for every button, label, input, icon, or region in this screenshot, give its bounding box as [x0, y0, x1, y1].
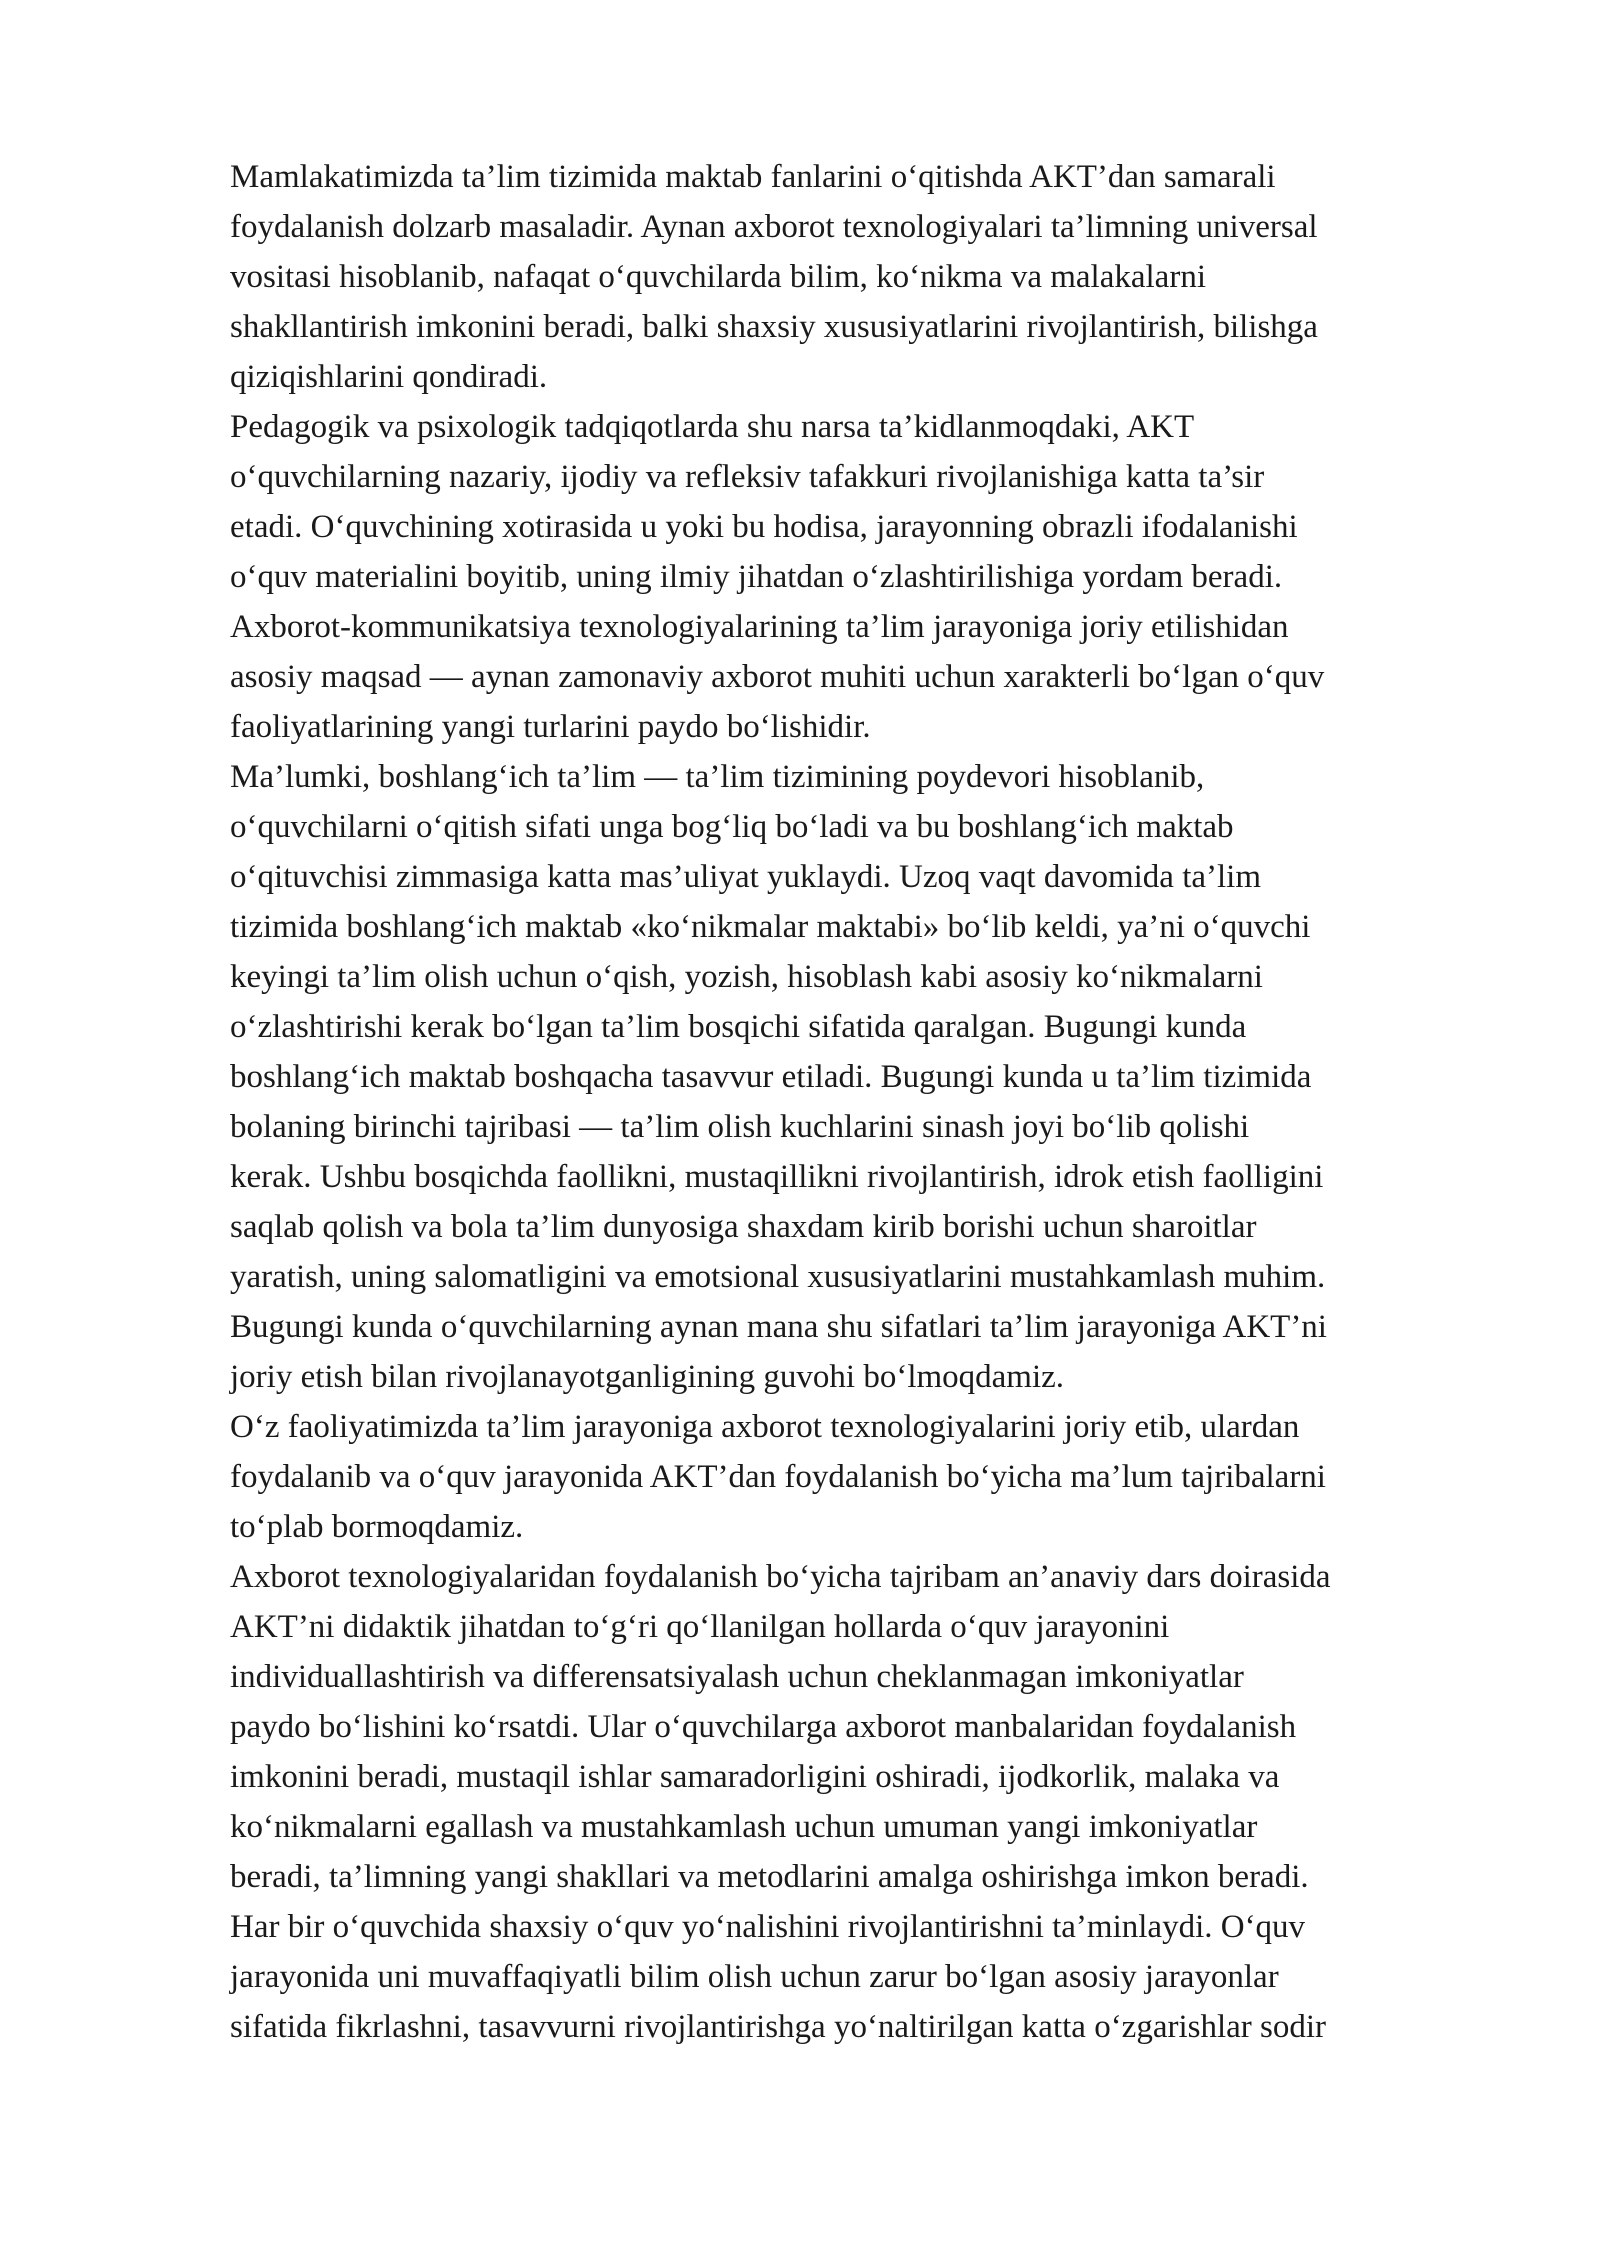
text-line: foydalanib va o‘quv jarayonida AKT’dan foydalanish bo‘yicha ma’lum tajribalarni [230, 1459, 1326, 1495]
text-line: boshlang‘ich maktab boshqacha tasavvur etiladi. Bugungi kunda u ta’lim tizimida [230, 1059, 1312, 1095]
text-line: foydalanish dolzarb masaladir. Aynan axborot texnologiyalari ta’limning universal [230, 209, 1318, 245]
text-line: sifatida fikrlashni, tasavvurni rivojlantirishga yo‘naltirilgan katta o‘zgarishlar sodir [230, 2009, 1327, 2045]
text-line: etadi. O‘quvchining xotirasida u yoki bu hodisa, jarayonning obrazli ifodalanishi [230, 509, 1298, 545]
text-line: joriy etish bilan rivojlanayotganligining guvohi bo‘lmoqdamiz. [230, 1359, 1065, 1395]
text-line: Bugungi kunda o‘quvchilarning aynan mana shu sifatlari ta’lim jarayoniga AKT’ni [230, 1309, 1327, 1345]
text-line: Pedagogik va psixologik tadqiqotlarda shu narsa ta’kidlanmoqdaki, AKT [230, 409, 1195, 445]
text-line: shakllantirish imkonini beradi, balki shaxsiy xususiyatlarini rivojlantirish, bilishga [230, 309, 1318, 345]
text-line: Axborot texnologiyalaridan foydalanish bo‘yicha tajribam an’anaviy dars doirasida [230, 1559, 1331, 1595]
text-line: beradi, ta’limning yangi shakllari va metodlarini amalga oshirishga imkon beradi. [230, 1859, 1309, 1895]
text-line: bolaning birinchi tajribasi — ta’lim olish kuchlarini sinash joyi bo‘lib qolishi [230, 1109, 1250, 1145]
text-line: faoliyatlarining yangi turlarini paydo bo‘lishidir. [230, 709, 871, 745]
text-line: vositasi hisoblanib, nafaqat o‘quvchilarda bilim, ko‘nikma va malakalarni [230, 259, 1206, 295]
text-line: O‘z faoliyatimizda ta’lim jarayoniga axborot texnologiyalarini joriy etib, ulardan [230, 1409, 1300, 1445]
text-line: Axborot-kommunikatsiya texnologiyalarining ta’lim jarayoniga joriy etilishidan [230, 609, 1289, 645]
text-line: tizimida boshlang‘ich maktab «ko‘nikmalar maktabi» bo‘lib keldi, ya’ni o‘quvchi [230, 909, 1311, 945]
text-line: Mamlakatimizda ta’lim tizimida maktab fanlarini o‘qitishda AKT’dan samarali [230, 159, 1276, 195]
text-line: o‘quv materialini boyitib, uning ilmiy jihatdan o‘zlashtirilishiga yordam beradi. [230, 559, 1283, 595]
text-line: jarayonida uni muvaffaqiyatli bilim olish uchun zarur bo‘lgan asosiy jarayonlar [230, 1959, 1279, 1995]
text-line: yaratish, uning salomatligini va emotsional xususiyatlarini mustahkamlash muhim. [230, 1259, 1326, 1295]
text-line: o‘quvchilarning nazariy, ijodiy va refleksiv tafakkuri rivojlanishiga katta ta’sir [230, 459, 1265, 495]
text-line: Har bir o‘quvchida shaxsiy o‘quv yo‘nalishini rivojlantirishni ta’minlaydi. O‘quv [230, 1909, 1306, 1945]
text-line: AKT’ni didaktik jihatdan to‘g‘ri qo‘llanilgan hollarda o‘quv jarayonini [230, 1609, 1170, 1645]
body-text [230, 152, 1490, 2052]
text-line: ko‘nikmalarni egallash va mustahkamlash uchun umuman yangi imkoniyatlar [230, 1809, 1258, 1845]
text-line: Ma’lumki, boshlang‘ich ta’lim — ta’lim tizimining poydevori hisoblanib, [230, 759, 1205, 795]
text-line: to‘plab bormoqdamiz. [230, 1509, 524, 1545]
text-line: keyingi ta’lim olish uchun o‘qish, yozish, hisoblash kabi asosiy ko‘nikmalarni [230, 959, 1263, 995]
text-line: saqlab qolish va bola ta’lim dunyosiga shaxdam kirib borishi uchun sharoitlar [230, 1209, 1257, 1245]
text-line: o‘zlashtirishi kerak bo‘lgan ta’lim bosqichi sifatida qaralgan. Bugungi kunda [230, 1009, 1247, 1045]
text-line: kerak. Ushbu bosqichda faollikni, mustaqillikni rivojlantirish, idrok etish faolligini [230, 1159, 1324, 1195]
text-line: individuallashtirish va differensatsiyalash uchun cheklanmagan imkoniyatlar [230, 1659, 1244, 1695]
text-line: imkonini beradi, mustaqil ishlar samaradorligini oshiradi, ijodkorlik, malaka va [230, 1759, 1280, 1795]
text-line: o‘quvchilarni o‘qitish sifati unga bog‘liq bo‘ladi va bu boshlang‘ich maktab [230, 809, 1234, 845]
text-line: qiziqishlarini qondiradi. [230, 359, 548, 395]
text-line: o‘qituvchisi zimmasiga katta mas’uliyat yuklaydi. Uzoq vaqt davomida ta’lim [230, 859, 1262, 895]
text-line: asosiy maqsad — aynan zamonaviy axborot muhiti uchun xarakterli bo‘lgan o‘quv [230, 659, 1325, 695]
text-line: paydo bo‘lishini ko‘rsatdi. Ular o‘quvchilarga axborot manbalaridan foydalanish [230, 1709, 1297, 1745]
